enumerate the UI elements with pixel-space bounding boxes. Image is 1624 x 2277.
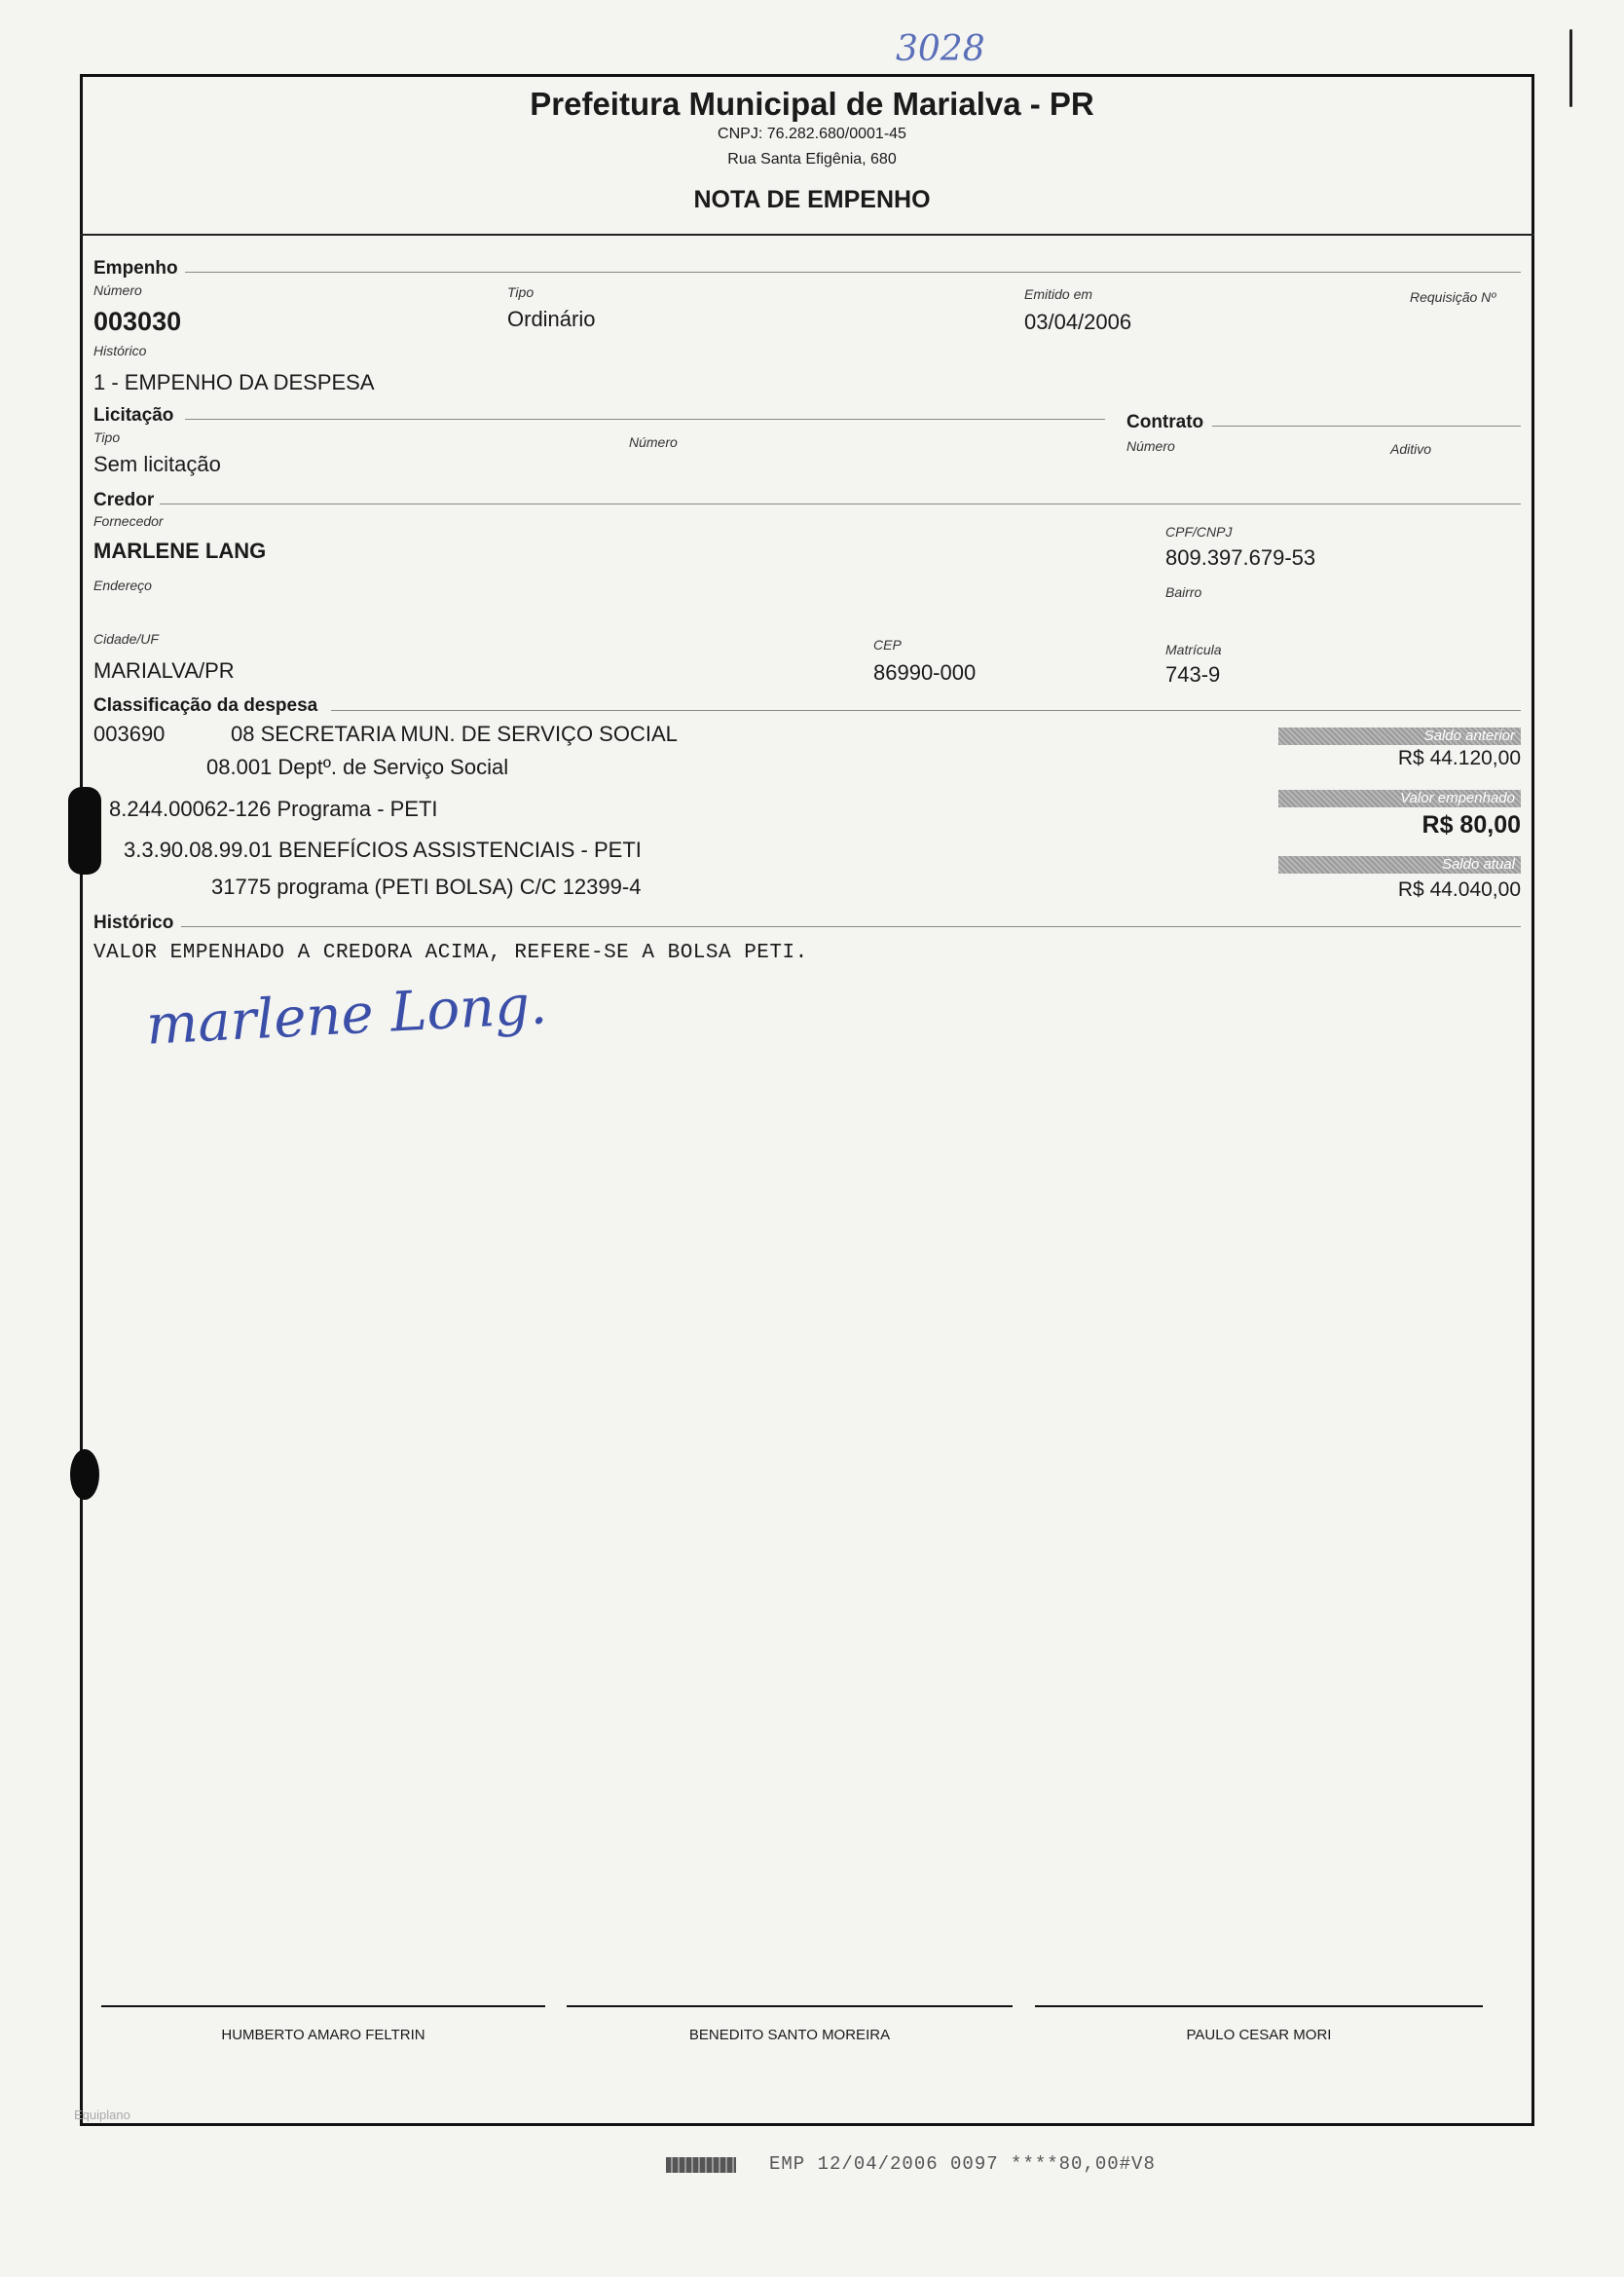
classificacao-rule bbox=[331, 710, 1521, 711]
historico-label-empenho: Histórico bbox=[93, 343, 147, 358]
punch-mark-2 bbox=[70, 1449, 99, 1500]
valor-empenhado-value: R$ 80,00 bbox=[1421, 811, 1521, 839]
signatory-1: HUMBERTO AMARO FELTRIN bbox=[221, 2027, 425, 2043]
signatory-3: PAULO CESAR MORI bbox=[1186, 2027, 1332, 2043]
footer-brand: Equiplano bbox=[74, 2108, 130, 2122]
cpf-label: CPF/CNPJ bbox=[1165, 524, 1233, 540]
signature-line-2 bbox=[567, 2005, 1013, 2007]
contrato-aditivo-label: Aditivo bbox=[1390, 441, 1432, 457]
credor-section-label: Credor bbox=[93, 490, 155, 510]
signature-line-1 bbox=[101, 2005, 545, 2007]
emitido-value: 03/04/2006 bbox=[1024, 310, 1132, 334]
header-divider bbox=[80, 234, 1534, 236]
contrato-rule bbox=[1212, 426, 1521, 427]
fornecedor-value: MARLENE LANG bbox=[93, 539, 267, 563]
bairro-label: Bairro bbox=[1165, 584, 1202, 600]
licitacao-section-label: Licitação bbox=[93, 405, 174, 426]
requisicao-label: Requisição Nº bbox=[1410, 289, 1496, 305]
signatory-2: BENEDITO SANTO MOREIRA bbox=[688, 2027, 891, 2043]
cep-label: CEP bbox=[873, 637, 902, 653]
saldo-atual-label: Saldo atual bbox=[1278, 856, 1521, 874]
licitacao-numero-label: Número bbox=[629, 434, 678, 450]
cidade-label: Cidade/UF bbox=[93, 631, 159, 647]
fornecedor-label: Fornecedor bbox=[93, 513, 164, 529]
matricula-value: 743-9 bbox=[1165, 662, 1221, 687]
historico-text: VALOR EMPENHADO A CREDORA ACIMA, REFERE-SE A BOLSA PETI. bbox=[93, 942, 808, 964]
empenho-number: 003030 bbox=[93, 307, 182, 336]
classificacao-recurso: 31775 programa (PETI BOLSA) C/C 12399-4 bbox=[211, 875, 642, 899]
page-title: Prefeitura Municipal de Marialva - PR bbox=[530, 86, 1094, 122]
bank-stamp: EMP 12/04/2006 0097 ****80,00#V8 bbox=[769, 2153, 1156, 2175]
valor-empenhado-label: Valor empenhado bbox=[1278, 790, 1521, 807]
numero-label: Número bbox=[93, 282, 142, 298]
licitacao-rule bbox=[185, 419, 1105, 420]
empenho-rule bbox=[185, 272, 1521, 273]
address-text: Rua Santa Efigênia, 680 bbox=[727, 151, 897, 168]
handwritten-number: 3028 bbox=[896, 29, 985, 69]
saldo-atual-value: R$ 44.040,00 bbox=[1397, 878, 1521, 901]
cidade-value: MARIALVA/PR bbox=[93, 658, 235, 683]
contrato-section-label: Contrato bbox=[1126, 412, 1204, 432]
punch-mark-1 bbox=[68, 787, 101, 875]
tipo-value: Ordinário bbox=[507, 307, 596, 331]
saldo-anterior-value: R$ 44.120,00 bbox=[1397, 747, 1521, 769]
endereco-label: Endereço bbox=[93, 578, 152, 593]
cep-value: 86990-000 bbox=[873, 660, 977, 685]
empenho-section-label: Empenho bbox=[93, 258, 178, 279]
tipo-label: Tipo bbox=[507, 284, 535, 300]
matricula-label: Matrícula bbox=[1165, 642, 1222, 657]
historico-section-label: Histórico bbox=[93, 913, 174, 933]
handwritten-signature: marlene Long. bbox=[144, 973, 549, 1058]
classificacao-unidade: 08.001 Deptº. de Serviço Social bbox=[206, 755, 509, 779]
contrato-numero-label: Número bbox=[1126, 438, 1175, 454]
classificacao-section-label: Classificação da despesa bbox=[93, 695, 318, 716]
signature-line-3 bbox=[1035, 2005, 1483, 2007]
classificacao-programa: 8.244.00062-126 Programa - PETI bbox=[109, 797, 438, 821]
document-title: NOTA DE EMPENHO bbox=[693, 186, 931, 213]
historico-empenho-value: 1 - EMPENHO DA DESPESA bbox=[93, 370, 375, 394]
classificacao-elemento: 3.3.90.08.99.01 BENEFÍCIOS ASSISTENCIAIS - PETI bbox=[124, 838, 642, 862]
cpf-value: 809.397.679-53 bbox=[1165, 545, 1316, 570]
licitacao-tipo-value: Sem licitação bbox=[93, 452, 221, 476]
classificacao-orgao: 08 SECRETARIA MUN. DE SERVIÇO SOCIAL bbox=[231, 722, 678, 746]
classificacao-code: 003690 bbox=[93, 722, 166, 746]
cnpj-text: CNPJ: 76.282.680/0001-45 bbox=[718, 126, 906, 142]
historico-rule bbox=[181, 926, 1521, 927]
emitido-label: Emitido em bbox=[1024, 286, 1093, 302]
licitacao-tipo-label: Tipo bbox=[93, 429, 121, 445]
bank-logo bbox=[666, 2157, 736, 2173]
saldo-anterior-label: Saldo anterior bbox=[1278, 728, 1521, 745]
